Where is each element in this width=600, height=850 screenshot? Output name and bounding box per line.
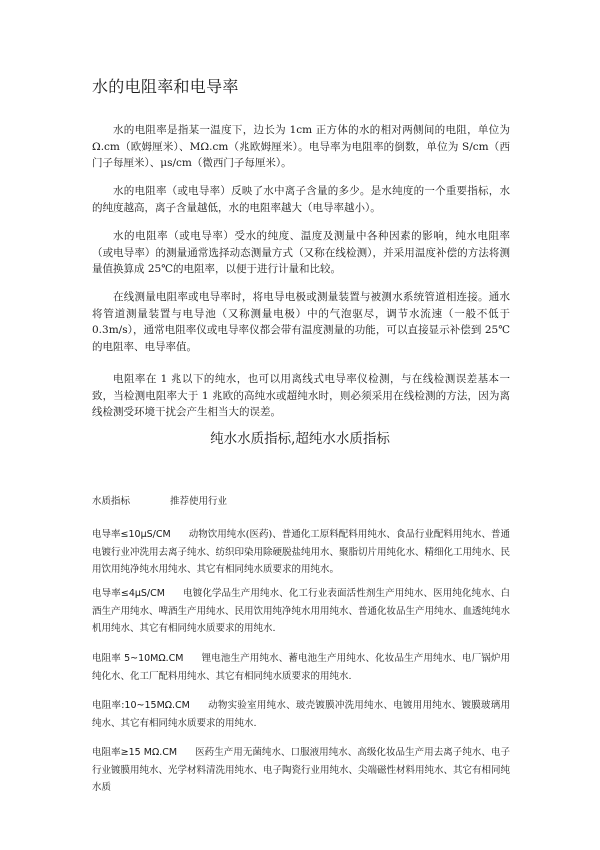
- spec-key: 电阻率 5~10MΩ.CM: [92, 653, 184, 664]
- spec-text: 动物实验室用纯水、玻壳镀膜冲洗用纯水、电镀用用纯水、镀膜玻璃用纯水、其它有相同纯水质要求的用纯水.: [92, 700, 510, 729]
- paragraph-definition: 水的电阻率是指某一温度下，边长为 1cm 正方体的水的相对两侧间的电阻，单位为 Ω.cm（欧姆厘米）、MΩ.cm（兆欧姆厘米）。电导率为电阻率的倒数，单位为 S/cm（西门子每厘米）、μs/cm（微西门子每厘米）。: [92, 124, 510, 170]
- spec-key: 电导率≤10μS/CM: [92, 529, 171, 540]
- spec-key: 电阻率:10~15MΩ.CM: [92, 700, 190, 711]
- paragraph-online: 在线测量电阻率或电导率时，将电导电极或测量装置与被测水系统管道相连接。通水将管道测量装置与电导池（又称测量电极）中的气泡驱尽，调节水流速（一般不低于 0.3m/s），通常电阻率仪或电导率仪都会带有温度测量的功能，可以直接显示补偿到 25℃的电阻率、电导率值。: [92, 291, 510, 353]
- spec-key: 电导率≤4μS/CM: [92, 588, 165, 599]
- paragraph-measurement: 水的电阻率（或电导率）受水的纯度、温度及测量中各种因素的影响，纯水电阻率（或电导率）的测量通常选择动态测量方式（又称在线检测），并采用温度补偿的方法将测量值换算成 25℃的电阻率，以便于进行计量和比较。: [92, 230, 510, 276]
- spec-text: 电镀化学品生产用纯水、化工行业表面活性剂生产用纯水、医用纯化纯水、白酒生产用纯水、啤酒生产用纯水、民用饮用纯净纯水用用纯水、普通化妆品生产用纯水、血透纯纯水机用纯水、其它有相同纯水质要求的用纯水.: [92, 588, 511, 634]
- spec-item: [92, 585, 510, 638]
- column-header-indicator: 水质指标: [92, 496, 131, 507]
- column-header-industry: 推荐使用行业: [170, 496, 228, 507]
- spec-key: 电阻率≥15 MΩ.CM: [92, 747, 178, 758]
- spec-text: 医药生产用无菌纯水、口服液用纯水、高级化妆品生产用去离子纯水、电子行业镀膜用纯水、光学材料清洗用纯水、电子陶瓷行业用纯水、尖端磁性材料用纯水、其它有相同纯水质: [92, 747, 511, 793]
- paragraph-purity: 水的电阻率（或电导率）反映了水中离子含量的多少。是水纯度的一个重要指标，水的纯度越高，离子含量越低，水的电阻率越大（电导率越小）。: [92, 185, 510, 214]
- spec-item: [92, 744, 510, 797]
- section-subtitle: 纯水水质指标,超纯水水质指标: [210, 431, 390, 447]
- spec-text: 锂电池生产用纯水、蓄电池生产用纯水、化妆品生产用纯水、电厂锅炉用纯化水、化工厂配料用纯水、其它有相同纯水质要求的用纯水.: [92, 653, 510, 682]
- spec-item: [92, 697, 510, 732]
- spec-item: [92, 526, 510, 579]
- spec-item: [92, 650, 510, 685]
- paragraph-offline: 电阻率在 1 兆以下的纯水，也可以用离线式电导率仪检测，与在线检测误差基本一致，当检测电阻率大于 1 兆欧的高纯水或超纯水时，则必须采用在线检测的方法，因为离线检测受环境干扰会产生相当大的误差。: [92, 373, 510, 419]
- spec-text: 动物饮用纯水(医药)、普通化工原料配料用纯水、食品行业配料用纯水、普通电镀行业冲洗用去离子纯水、纺织印染用除硬脱盐纯用水、聚脂切片用纯化水、精细化工用纯水、民用饮用纯净纯水用纯水、其它有相同纯水质要求的用纯水。: [92, 529, 511, 575]
- document-title: 水的电阻率和电导率: [92, 77, 239, 96]
